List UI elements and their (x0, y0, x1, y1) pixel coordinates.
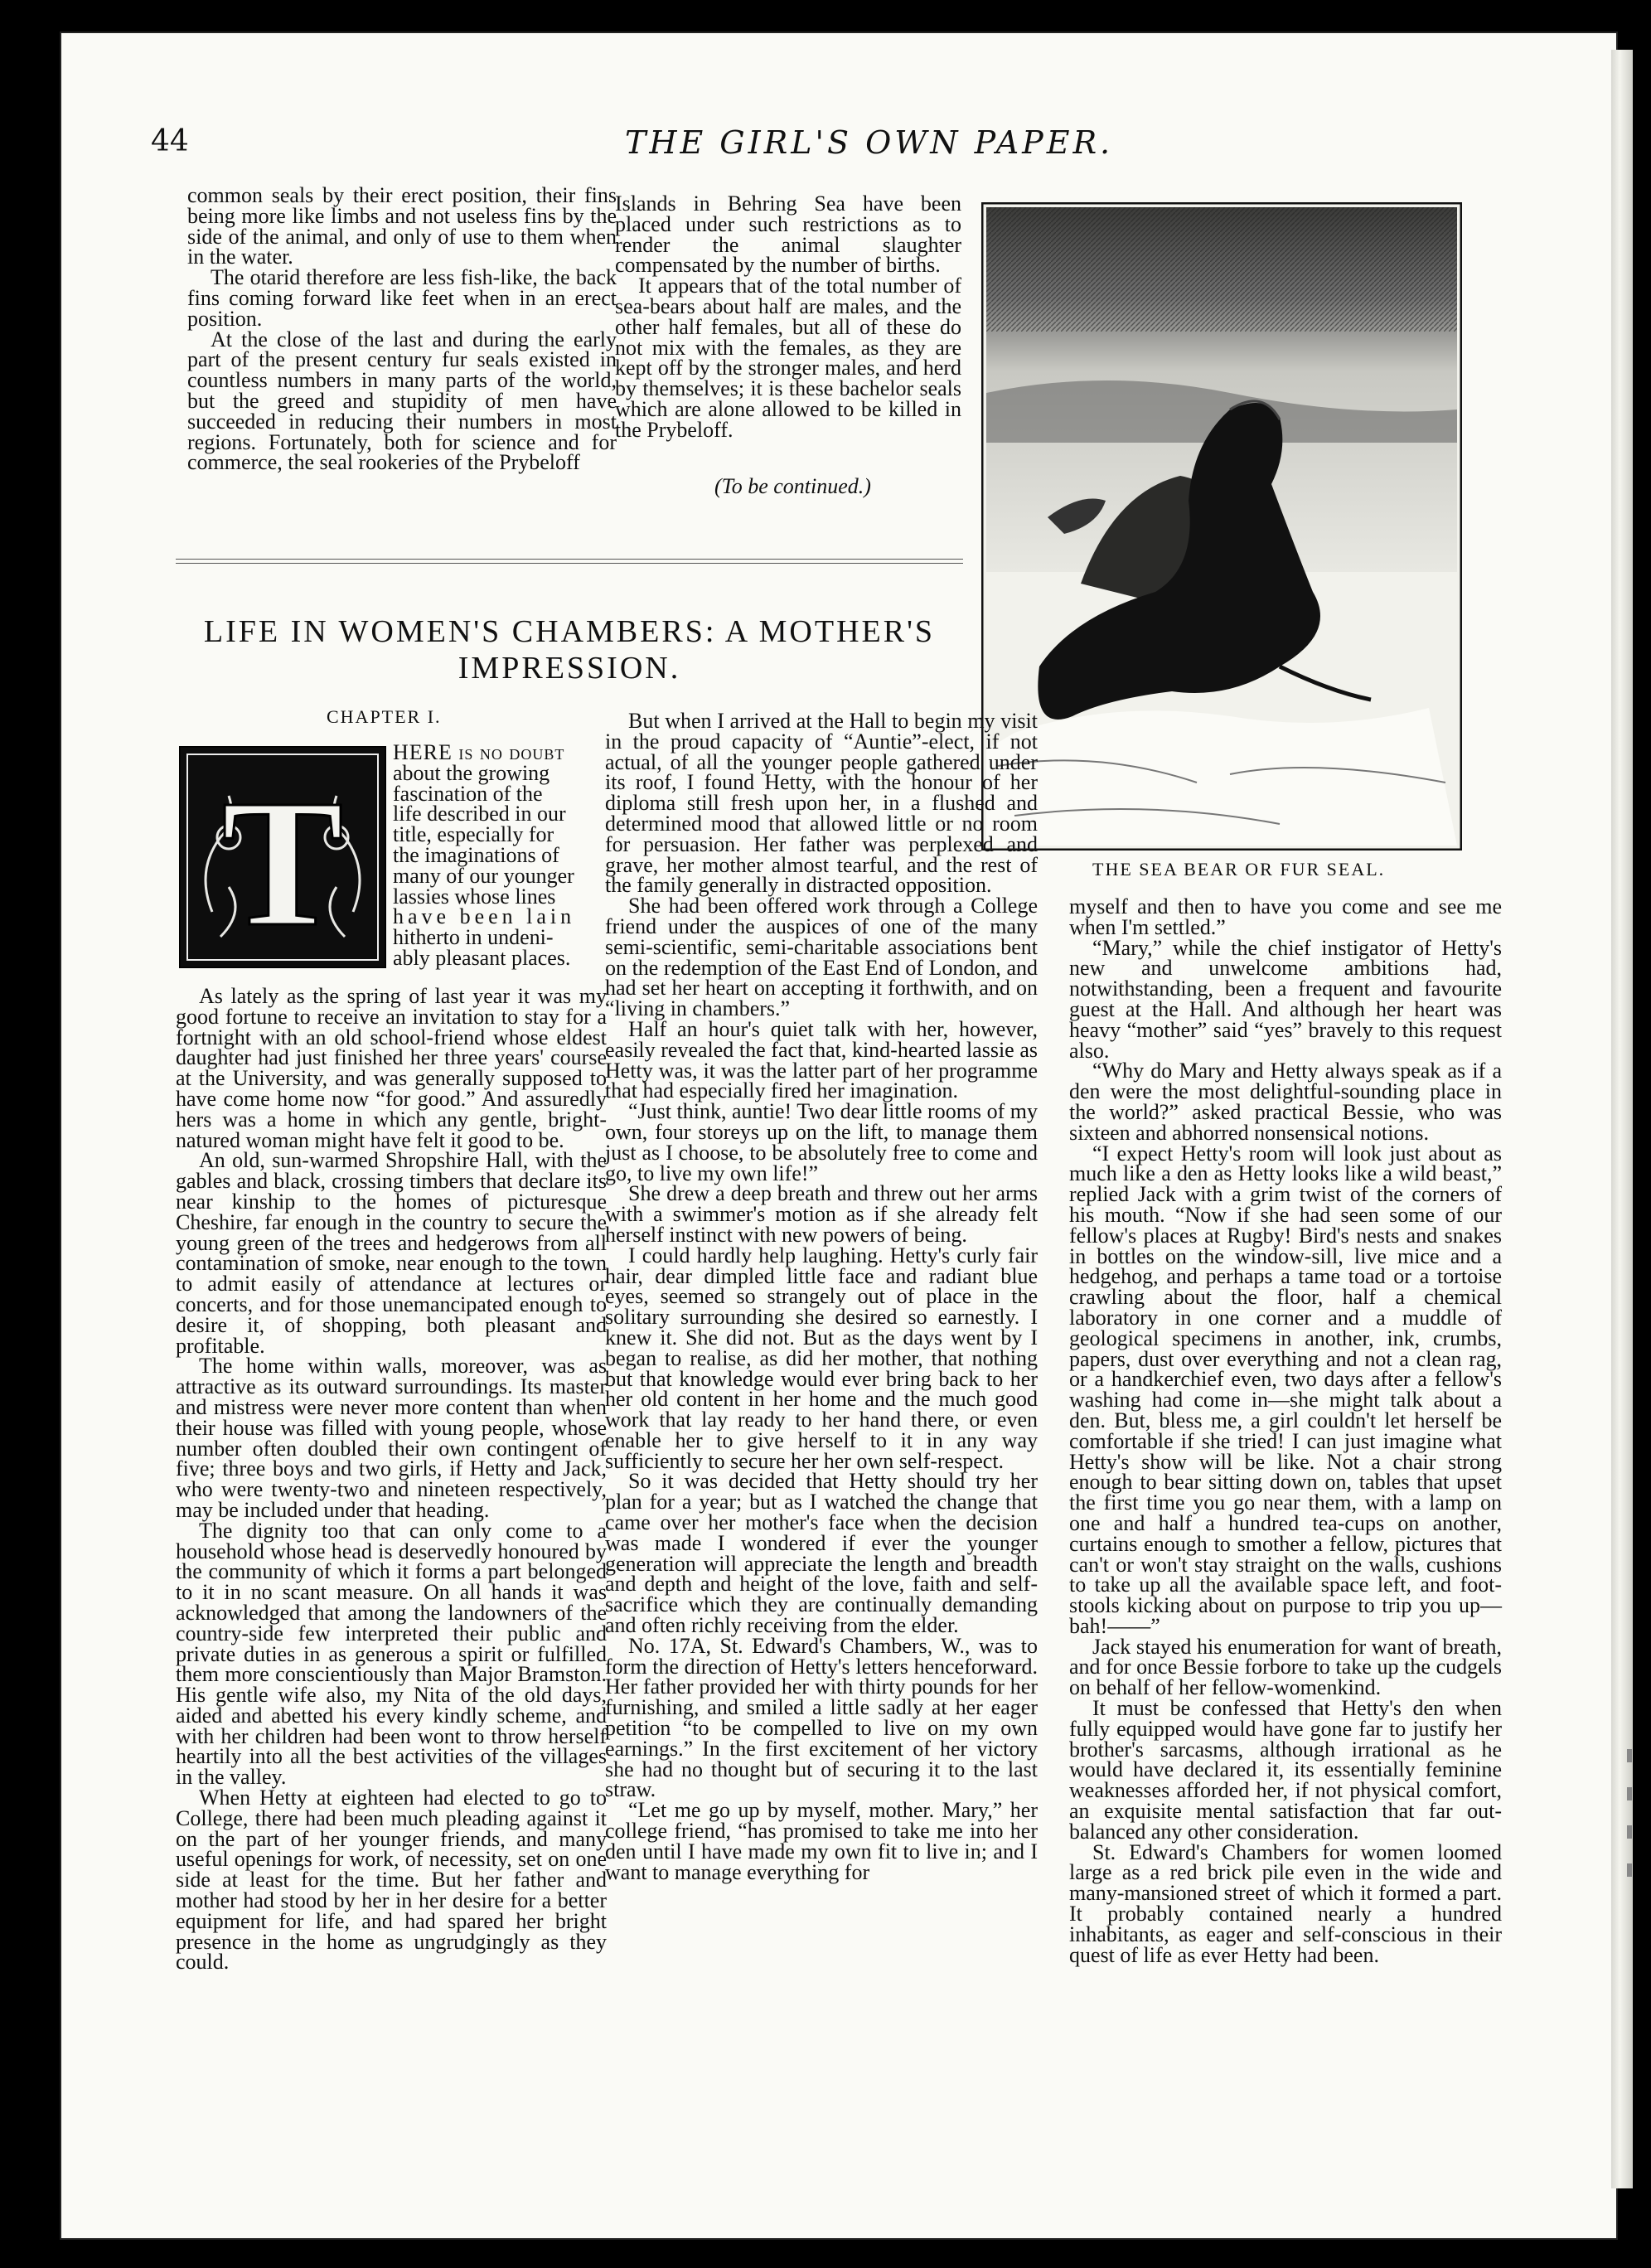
paragraph: “Let me go up by myself, mother. Mary,” her college friend, “has promised to take me into her den until I have made my own fit to live in; and I want to manage everything for (605, 1798, 1038, 1884)
binding-mark (1627, 1749, 1632, 1762)
paragraph: myself and then to have you come and see me when I'm settled.” (1069, 894, 1502, 939)
paragraph: St. Edward's Chambers for women loomed large as a red brick pile even in the wide and many-mansioned street of which it formed a part. It probably contained nearly a hundred inhabitants, as eager and self-conscious in their quest of life as ever Hetty had been. (1069, 1839, 1502, 1967)
binding-mark (1627, 1863, 1632, 1877)
article-column-middle (605, 711, 1038, 1883)
paragraph: So it was decided that Hetty should try her plan for a year; but as I watched the change that came over her mother's face when the decision was made I wondered if ever the younger generation will appreciate the length and breadth and depth and height of the love, faith and self-sacrifice which they are continually demanding and often richly receiving from the elder. (605, 1469, 1038, 1638)
lead-line: HERE is no doubt (393, 740, 565, 764)
paragraph: “Just think, auntie! Two dear little rooms of my own, four storeys up on the lift, to manage them just as I choose, to be absolutely free to come and go, to live my own life!” (605, 1099, 1038, 1185)
section-divider (176, 559, 963, 564)
lead-line: have been lain (393, 904, 576, 929)
paragraph: The dignity too that can only come to a household whose head is deservedly honoured by the community of which it forms a part belonged to it in no scant measure. On all hands it was acknowledged that among the landowners of the country-side few interpreted their public and private duties in as generous a spirit or fulfilled them more conscientiously than Major Bramston. His gentle wife also, my Nita of the old days, aided and abetted his every kindly scheme, and with her children had been wont to throw herself heartily into all the best activities of the villages in the valley. (176, 1518, 607, 1790)
paragraph: I could hardly help laughing. Hetty's curly fair hair, dear dimpled little face and radiant blue eyes, seemed so strangely out of place in the solitary surrounding she desired so earnestly. I knew it. She did not. But as the days went by I began to realise, as did her mother, that nothing but that knowledge would ever bring back to her her old content in her home and the much good work that lay ready to her hand there, or even enable her to give herself to it in any way sufficiently to secure her her own self-respect. (605, 1243, 1038, 1473)
paragraph: “Mary,” while the chief instigator of Hetty's new and unwelcome ambitions had, notwithstanding, been a frequent and favourite guest at the Hall. And although her heart was heavy “mother” said “yes” bravely to this request also. (1069, 935, 1502, 1063)
lead-line: many of our younger (393, 863, 574, 888)
paragraph: When Hetty at eighteen had elected to go to College, there had been much pleading against it on the part of her younger friends, and many useful openings for work, of necessity, set on one side at least for the time. But her father and mother had stood by her in her desire for a better equipment for life, and had spared her bright presence in the home as ungrudgingly as they could. (176, 1786, 607, 1975)
lead-line: title, especially for (393, 822, 554, 847)
article-column-right (1069, 894, 1502, 1967)
paragraph: It appears that of the total number of sea-bears about half are males, and the other half females, but all of these do not mix with the females, as they are kept off by the stronger males, and herd by themselves; it is these bachelor seals which are alone allowed to be killed in the Prybeloff. (615, 274, 961, 442)
illustration-caption: THE SEA BEAR OR FUR SEAL. (1092, 859, 1386, 880)
lead-line: fascination of the (393, 781, 543, 806)
chapter-heading: CHAPTER I. (327, 706, 442, 727)
article-column-left (176, 986, 607, 1973)
lead-line: ably pleasant places. (393, 945, 571, 970)
to-be-continued-note: (To be continued.) (714, 474, 871, 498)
binding-mark (1627, 1825, 1632, 1839)
paragraph: Half an hour's quiet talk with her, however, easily revealed the fact that, kind-hearted lassie as Hetty was, it was the latter part of her programme that had especially fired her imagination. (605, 1016, 1038, 1103)
lead-line: the imaginations of (393, 842, 559, 867)
binding-marks (1624, 1724, 1634, 2089)
lead-line: about the growing (393, 760, 550, 785)
decorated-initial (179, 746, 386, 968)
seal-article-column-2 (615, 191, 961, 442)
paragraph: common seals by their erect position, their fins being more like limbs and not useless fins by the side of the animal, and only of use to them when in the water. (187, 183, 617, 269)
paragraph: “Why do Mary and Hetty always speak as if a den were the most delightful-sounding place in the world?” asked practical Bessie, who was sixteen and abhorred nonsensical notions. (1069, 1059, 1502, 1145)
seal-article-column-1 (187, 183, 617, 475)
paragraph: But when I arrived at the Hall to begin my visit in the proud capacity of “Auntie”-elect, if not actual, of all the younger people gathered under its roof, I found Hetty, with the honour of her diploma still fresh upon her, in a flushed and determined mood that allowed little or no room for persuasion. Her father was perplexed and grave, her mother almost tearful, and the rest of the family generally in distracted opposition. (605, 709, 1038, 898)
paragraph: The home within walls, moreover, was as attractive as its outward surroundings. Its master and mistress were never more content than when their house was filled with young people, whose number often doubled their own contingent of five; three boys and two girls, if Hetty and Jack, who were twenty-two and nineteen respectively, may be included under that heading. (176, 1354, 607, 1522)
paragraph: “I expect Hetty's room will look just about as much like a den as Hetty looks like a wild beast,” replied Jack with a grim twist of the corners of his mouth. “Now if she had seen some of our fellow's places at Rugby! Bird's nests and snakes in bottles on the window-sill, live mice and a hedgehog, and perhaps a tame toad or a tortoise crawling about the floor, half a chemical laboratory in one corner and a muddle of geological specimens in another, ink, crumbs, papers, dust over everything and not a clean rag, or a handkerchief even, two days after a fellow's washing had come in—she might talk about a den. But, bless me, a girl couldn't let herself be comfortable if she tried! I can just imagine what Hetty's show will be like. Not a chair strong enough to bear sitting down on, tables that upset the first time you go near them, with a lamp on one and half a hundred tea-cups on another, curtains enough to smother a fellow, pictures that can't or won't stay straight on the walls, cushions to take up all the available space left, and foot-stools kicking about on purpose to trip you up—bah!——” (1069, 1141, 1502, 1638)
paragraph: No. 17A, St. Edward's Chambers, W., was to form the direction of Hetty's letters henceforward. Her father provided her with thirty pounds for her furnishing, and smiled a little sadly at her eager petition “to be compelled to live on my own earnings.” In the first excitement of her victory she had no thought but of securing it to the last straw. (605, 1633, 1038, 1802)
paragraph: As lately as the spring of last year it was my good fortune to receive an invitation to stay for a fortnight with an old school-friend whose eldest daughter had just finished her three years' course at the University, and was generally supposed to have come home now “for good.” And assuredly hers was a home in which any gentle, bright-natured woman might have felt it good to be. (176, 984, 607, 1152)
lead-line: lassies whose lines (393, 884, 556, 909)
lead-line: hitherto in undeni- (393, 925, 554, 950)
paragraph: At the close of the last and during the early part of the present century fur seals existed in countless numbers in many parts of the world, but the greed and stupidity of men have succeeded in reducing their numbers in most regions. Fortunately, both for science and for commerce, the seal rookeries of the Prybeloff (187, 327, 617, 475)
paragraph: Islands in Behring Sea have been placed under such restrictions as to render the animal slaughter compensated by the number of births. (615, 191, 961, 278)
sea-bear-illustration (981, 202, 1462, 850)
initial-letter: T (221, 762, 344, 964)
running-title: THE GIRL'S OWN PAPER. (625, 124, 1114, 161)
paragraph: The otarid therefore are less fish-like, the back fins coming forward like feet when in an erect position. (187, 265, 617, 331)
paragraph: She drew a deep breath and threw out her arms with a swimmer's motion as if she already felt herself instinct with new powers of being. (605, 1181, 1038, 1247)
binding-mark (1627, 1787, 1632, 1800)
paragraph: It must be confessed that Hetty's den when fully equipped would have gone far to justify her brother's sarcasms, although irrational as he would have declared it, its essentially feminine weaknesses afforded her, if not physical comfort, an exquisite mental satisfaction that far out-balanced any other consideration. (1069, 1696, 1502, 1844)
paragraph: An old, sun-warmed Shropshire Hall, with the gables and black, crossing timbers that declare its near kinship to the homes of picturesque Cheshire, far enough in the country to secure the young green of the trees and hedgerows from all contamination of smoke, near enough to the town to admit easily of attendance at lectures or concerts, and for those unemancipated enough to desire it, of shopping, both pleasant and profitable. (176, 1148, 607, 1358)
page-number: 44 (151, 124, 189, 158)
paragraph: Jack stayed his enumeration for want of breath, and for once Bessie forbore to take up the cudgels on behalf of her fellow-womenkind. (1069, 1634, 1502, 1700)
paragraph: She had been offered work through a College friend under the auspices of one of the many semi-scientific, semi-charitable associations bent on the redemption of the East End of London, and had set her heart on accepting it forthwith, and on “living in chambers.” (605, 894, 1038, 1021)
article-title: LIFE IN WOMEN'S CHAMBERS: A MOTHER'S IMPRESSION. (203, 614, 936, 686)
lead-line: life described in our (393, 802, 566, 826)
dropcap-lead-lines (393, 740, 607, 970)
